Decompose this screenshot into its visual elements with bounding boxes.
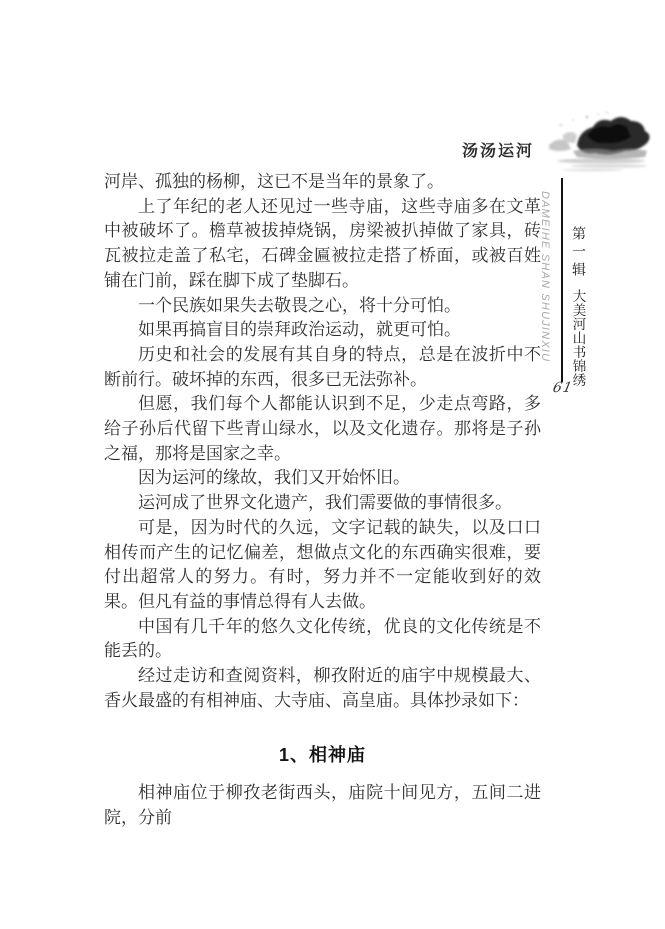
body-paragraph: 可是，因为时代的久远，文字记载的缺失，以及口口相传而产生的记忆偏差，想做点文化的东西确实很难，要付出超常人的努力。有时，努力并不一定能收到好的效果。但凡有益的事情总得有人去做。 [104, 517, 541, 611]
body-paragraph: 但愿，我们每个人都能认识到不足，少走点弯路，多给子孙后代留下些青山绿水，以及文化遗存。那将是子孙之福，那将是国家之幸。 [104, 394, 541, 463]
body-paragraph: 上了年纪的老人还见过一些寺庙，这些寺庙多在文革中被破坏了。檐草被拔掉烧锅，房梁被扒掉做了家具，砖瓦被拉走盖了私宅，石碑金匾被拉走搭了桥面，或被百姓铺在门前，踩在脚下成了垫脚石。 [104, 196, 541, 290]
body-paragraph: 因为运河的缘故，我们又开始怀旧。 [138, 468, 410, 488]
body-paragraph: 河岸、孤独的杨柳，这已不是当年的景象了。 [104, 172, 444, 191]
body-paragraph: 一个民族如果失去敬畏之心，将十分可怕。 [138, 295, 461, 315]
page-number: 61 [551, 380, 575, 396]
body-paragraph: 运河成了世界文化遗产，我们需要做的事情很多。 [138, 493, 512, 513]
body-paragraph: 中国有几千年的悠久文化传统，优良的文化传统是不能丢的。 [104, 616, 541, 661]
series-title-vertical: 大美河山书锦绣 [570, 289, 586, 387]
ink-painting-decoration [543, 111, 663, 175]
section-heading: 1、相神庙 [278, 745, 366, 766]
body-paragraph: 历史和社会的发展有其自身的特点，总是在波折中不断前行。破坏掉的东西，很多已无法弥补。 [104, 344, 541, 389]
body-paragraph: 如果再搞盲目的崇拜政治运动，就更可怕。 [138, 320, 461, 340]
margin-rule-divider [561, 178, 563, 382]
running-head-title: 汤汤运河 [462, 143, 535, 160]
body-paragraph: 经过走访和查阅资料，柳孜附近的庙宇中规模最大、香火最盛的有相神庙、大寺庙、高皇庙。具体抄录如下： [104, 666, 541, 710]
series-pinyin-vertical: DAMEIHE SHAN SHUJINXIU [539, 191, 551, 363]
body-paragraph: 相神庙位于柳孜老街西头，庙院十间见方，五间二进院，分前 [104, 783, 541, 827]
volume-label-vertical: 第一辑 [570, 226, 585, 280]
body-text-column [104, 170, 541, 831]
